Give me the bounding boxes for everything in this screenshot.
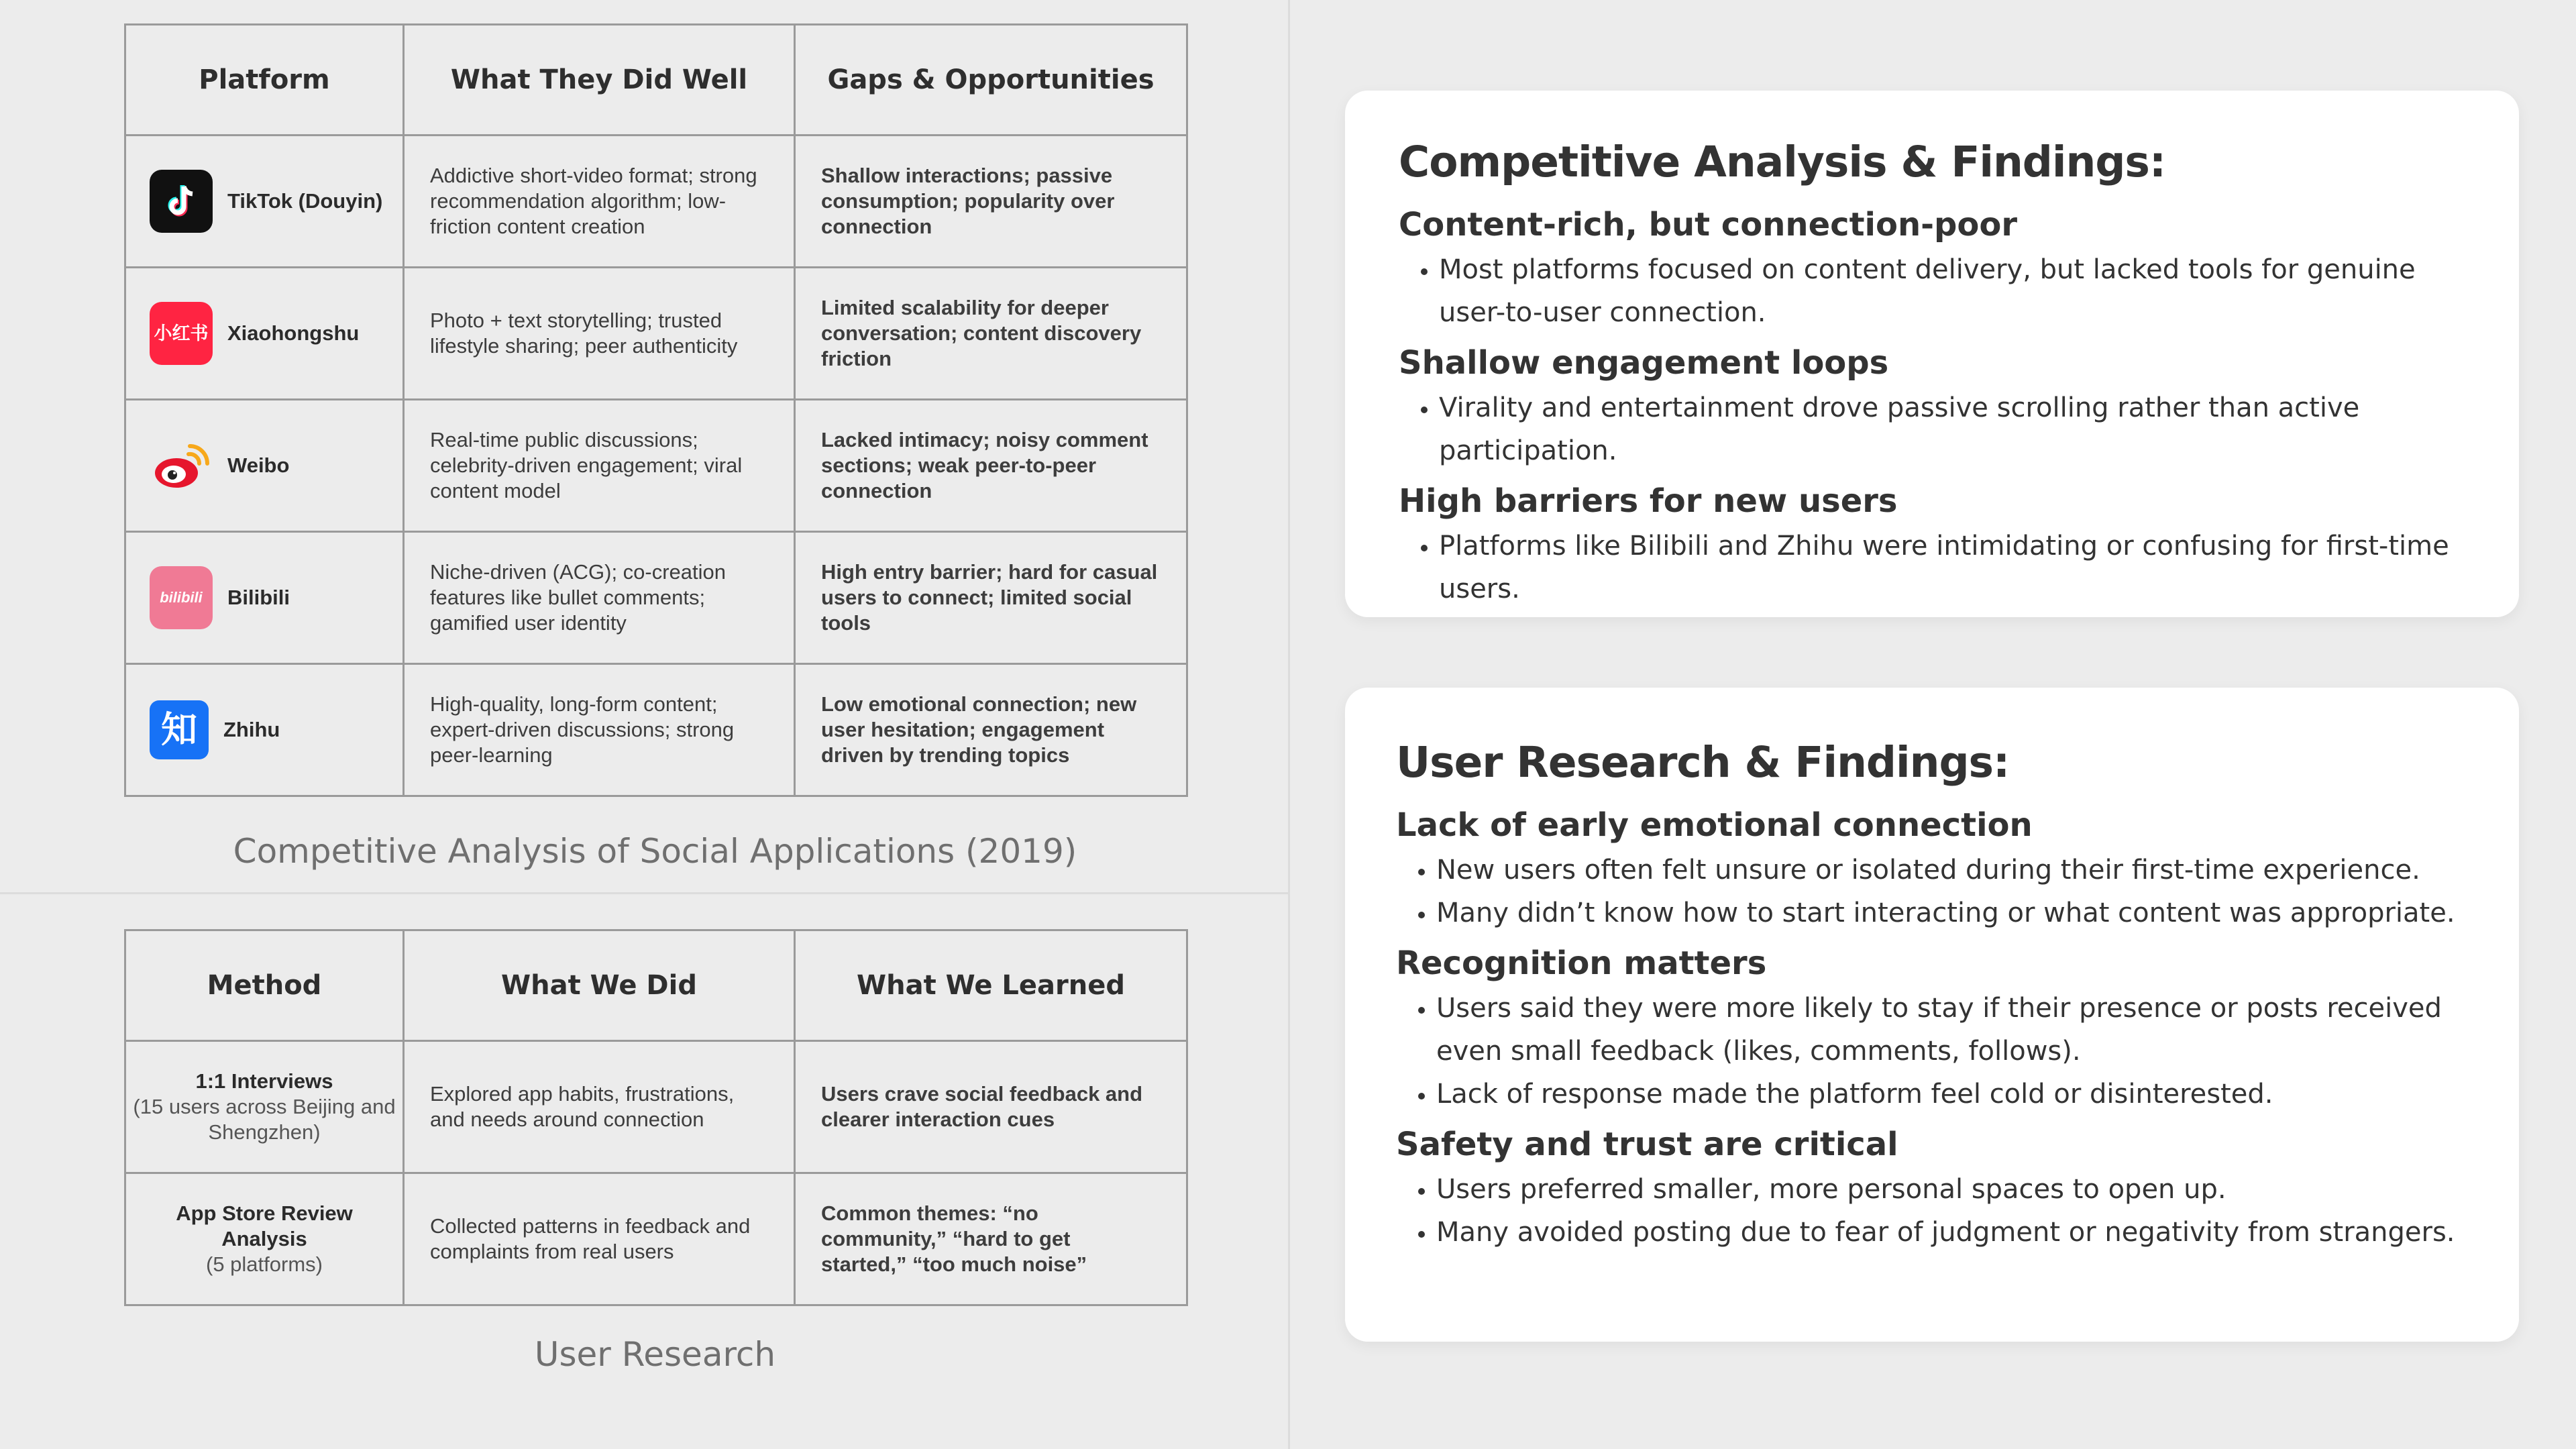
table-row <box>125 136 1187 268</box>
did-well-cell: Niche-driven (ACG); co-creation features like bullet comments; gamified user identity <box>404 532 795 664</box>
finding-bullet: • Many avoided posting due to fear of judgment or negativity from strangers. <box>1436 1211 2472 1254</box>
gaps-cell: High entry barrier; hard for casual users to connect; limited social tools <box>795 532 1187 664</box>
method-name: App Store Review Analysis <box>176 1201 353 1250</box>
vertical-divider <box>1288 0 1290 1449</box>
platform-cell <box>125 268 404 400</box>
header-method: Method <box>125 930 404 1041</box>
table-row <box>125 1041 1187 1173</box>
competitive-analysis-table <box>124 23 1188 797</box>
platform-name: Bilibili <box>227 586 290 609</box>
finding-bullet: • Most platforms focused on content delivery, but lacked tools for genuine user-to-user connection. <box>1439 248 2472 334</box>
did-well-cell: Addictive short-video format; strong recommendation algorithm; low-friction content creation <box>404 136 795 268</box>
header-gaps-opportunities: Gaps & Opportunities <box>795 25 1187 136</box>
platform-cell <box>125 136 404 268</box>
xiaohongshu-logo-icon: 小红书 <box>150 302 213 365</box>
finding-heading: Shallow engagement loops <box>1399 344 1889 382</box>
header-platform: Platform <box>125 25 404 136</box>
card-title: User Research & Findings: <box>1396 738 2010 787</box>
finding-list <box>1396 1168 2472 1254</box>
table-header-row <box>125 930 1187 1041</box>
finding-heading: Recognition matters <box>1396 945 1767 982</box>
table-row <box>125 400 1187 532</box>
research-findings-card <box>1345 688 2519 1342</box>
platform-name: Zhihu <box>223 718 280 741</box>
finding-list <box>1399 248 2472 334</box>
horizontal-divider <box>0 892 1288 894</box>
gaps-cell: Limited scalability for deeper conversation; content discovery friction <box>795 268 1187 400</box>
method-cell <box>125 1041 404 1173</box>
method-detail: (15 users across Beijing and Shengzhen) <box>133 1095 396 1144</box>
did-well-cell: Real-time public discussions; celebrity-driven engagement; viral content model <box>404 400 795 532</box>
gaps-cell: Low emotional connection; new user hesitation; engagement driven by trending topics <box>795 664 1187 796</box>
tiktok-logo-icon <box>150 170 213 233</box>
finding-bullet: • Lack of response made the platform feel cold or disinterested. <box>1436 1073 2472 1116</box>
user-research-table <box>124 929 1188 1306</box>
finding-heading: High barriers for new users <box>1399 482 1898 520</box>
platform-name: Weibo <box>227 453 290 477</box>
method-cell <box>125 1173 404 1305</box>
platform-cell <box>125 664 404 796</box>
finding-list <box>1396 849 2472 934</box>
finding-bullet: • Virality and entertainment drove passive scrolling rather than active participation. <box>1439 386 2472 472</box>
competitive-table-caption: Competitive Analysis of Social Applications (2019) <box>233 832 1077 871</box>
table-row <box>125 532 1187 664</box>
table-row <box>125 664 1187 796</box>
what-we-did-cell: Explored app habits, frustrations, and needs around connection <box>404 1041 795 1173</box>
finding-heading: Content-rich, but connection-poor <box>1399 206 2018 244</box>
platform-cell <box>125 400 404 532</box>
zhihu-logo-icon: 知 <box>150 700 209 759</box>
finding-list <box>1399 525 2472 610</box>
did-well-cell: Photo + text storytelling; trusted lifestyle sharing; peer authenticity <box>404 268 795 400</box>
competitive-findings-card <box>1345 91 2519 617</box>
finding-bullet: • Users said they were more likely to stay if their presence or posts received even small feedback (likes, comments, follows). <box>1436 987 2472 1073</box>
did-well-cell: High-quality, long-form content; expert-driven discussions; strong peer-learning <box>404 664 795 796</box>
method-name: 1:1 Interviews <box>195 1069 333 1093</box>
platform-name: Xiaohongshu <box>227 321 360 345</box>
header-what-we-learned: What We Learned <box>795 930 1187 1041</box>
finding-list <box>1399 386 2472 472</box>
header-what-they-did-well: What They Did Well <box>404 25 795 136</box>
finding-heading: Lack of early emotional connection <box>1396 806 2033 844</box>
finding-bullet: • New users often felt unsure or isolated during their first-time experience. <box>1436 849 2472 892</box>
finding-bullet: • Users preferred smaller, more personal spaces to open up. <box>1436 1168 2472 1211</box>
what-we-did-cell: Collected patterns in feedback and complaints from real users <box>404 1173 795 1305</box>
bilibili-logo-icon: bilibili <box>150 566 213 629</box>
platform-name: TikTok (Douyin) <box>227 189 383 213</box>
what-we-learned-cell: Common themes: “no community,” “hard to get started,” “too much noise” <box>795 1173 1187 1305</box>
finding-bullet: • Many didn’t know how to start interacting or what content was appropriate. <box>1436 892 2472 934</box>
finding-list <box>1396 987 2472 1116</box>
gaps-cell: Lacked intimacy; noisy comment sections; weak peer-to-peer connection <box>795 400 1187 532</box>
table-header-row <box>125 25 1187 136</box>
card-title: Competitive Analysis & Findings: <box>1399 138 2166 186</box>
table-row <box>125 1173 1187 1305</box>
research-table-caption: User Research <box>534 1335 776 1374</box>
finding-heading: Safety and trust are critical <box>1396 1126 1898 1163</box>
weibo-logo-icon <box>150 434 213 497</box>
platform-cell <box>125 532 404 664</box>
finding-bullet: • Platforms like Bilibili and Zhihu were intimidating or confusing for first-time users. <box>1439 525 2472 610</box>
method-detail: (5 platforms) <box>206 1252 323 1276</box>
header-what-we-did: What We Did <box>404 930 795 1041</box>
what-we-learned-cell: Users crave social feedback and clearer interaction cues <box>795 1041 1187 1173</box>
gaps-cell: Shallow interactions; passive consumption; popularity over connection <box>795 136 1187 268</box>
table-row <box>125 268 1187 400</box>
